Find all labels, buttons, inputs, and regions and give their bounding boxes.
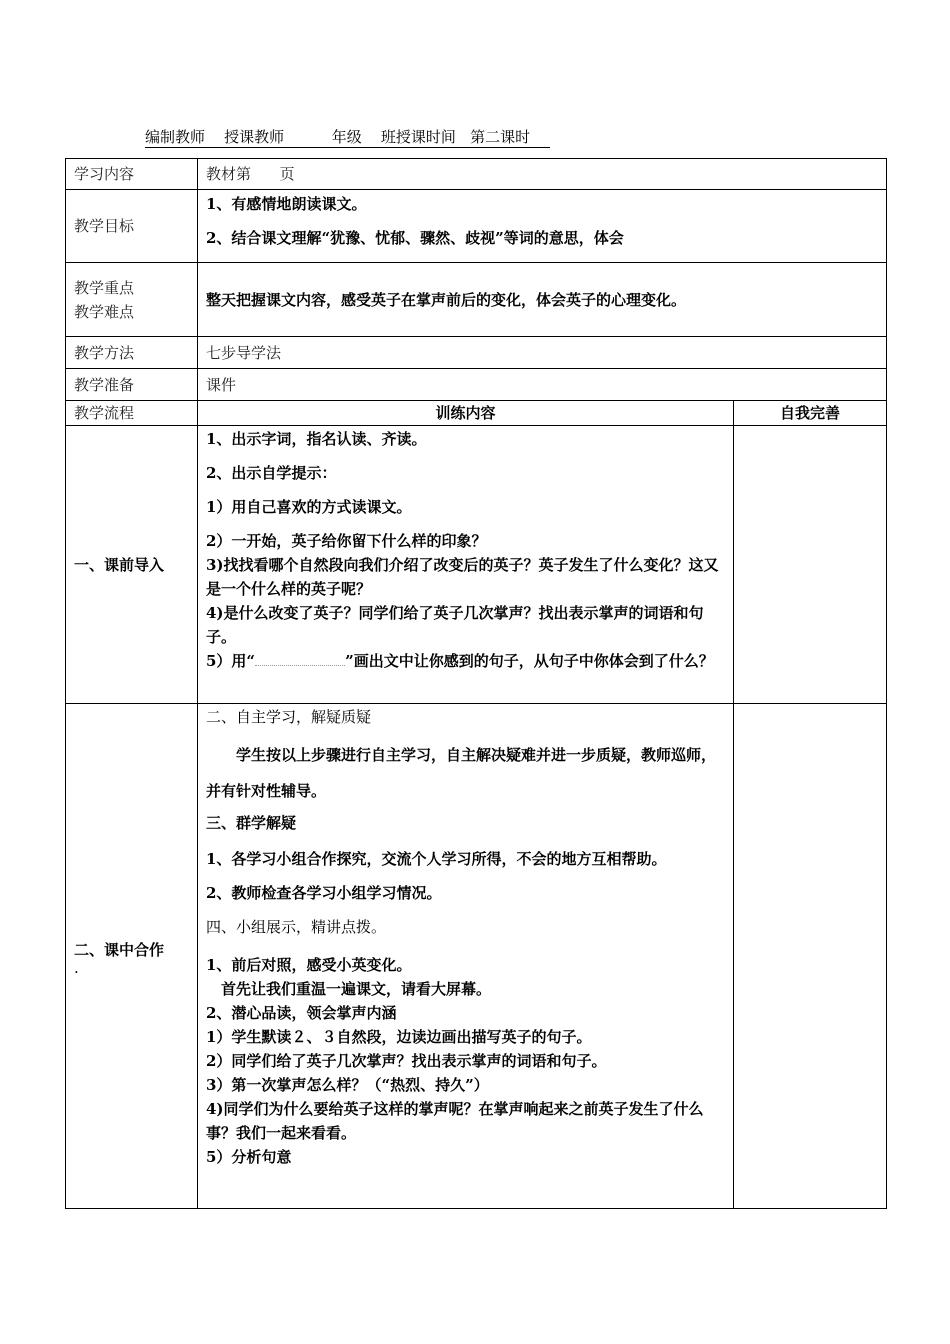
s2-line-7: 1、前后对照，感受小英变化。 — [206, 956, 412, 974]
label-key-1: 教学重点 — [74, 278, 135, 297]
section1-content — [198, 426, 734, 704]
goal-item-1: 1、有感情地朗读课文。 — [206, 195, 367, 213]
s1-line-5: 3)找找看哪个自然段向我们介绍了改变后的英子？英子发生了什么变化？这又是一个什么样的英子呢？ — [206, 556, 719, 598]
s1-line-7 — [206, 649, 725, 673]
section1-label: 一、课前导入 — [66, 426, 198, 704]
s2-line-5: 2、教师检查各学习小组学习情况。 — [206, 884, 442, 902]
goal-item-2: 2、结合课文理解“犹豫、忧郁、骤然、歧视”等词的意思，体会 — [206, 229, 624, 247]
row-prep — [66, 369, 887, 401]
col-training: 训练内容 — [198, 401, 734, 426]
row-key — [66, 263, 887, 337]
row-section2 — [66, 704, 887, 1209]
row-flow-header — [66, 401, 887, 426]
row-content — [66, 159, 887, 190]
s1-line-7b: ”画出文中让你感到的句子，从句子中你体会到了什么？ — [345, 652, 714, 670]
value-prep: 课件 — [198, 369, 887, 401]
section1-self — [734, 426, 887, 704]
s1-line-7a: 5）用“ — [206, 652, 256, 670]
s2-line-2: 学生按以上步骤进行自主学习，自主解决疑难并进一步质疑，教师巡师，并有针对性辅导。 — [206, 746, 717, 800]
s2-line-14: 5）分析句意 — [206, 1148, 292, 1166]
label-content: 学习内容 — [66, 159, 198, 190]
section2-self — [734, 704, 887, 1209]
value-method: 七步导学法 — [198, 337, 887, 369]
s2-line-12: 3）第一次掌声怎么样？（“热烈、持久”） — [206, 1076, 489, 1094]
s1-line-4: 2）一开始，英子给你留下什么样的印象？ — [206, 532, 487, 550]
s1-line-6: 4)是什么改变了英子？同学们给了英子几次掌声？找出表示掌声的词语和句子。 — [206, 604, 704, 646]
s1-line-3: 1）用自己喜欢的方式读课文。 — [206, 498, 412, 516]
lesson-plan-table — [65, 158, 887, 1209]
s2-line-11: 2）同学们给了英子几次掌声？找出表示掌声的词语和句子。 — [206, 1052, 607, 1070]
s2-line-10: 1）学生默读２、３自然段，边读边画出描写英子的句子。 — [206, 1028, 592, 1046]
label-goal: 教学目标 — [66, 190, 198, 263]
col-self: 自我完善 — [734, 401, 887, 426]
section2-label-text: 二、课中合作 — [74, 941, 165, 959]
s2-line-3: 三、群学解疑 — [206, 814, 297, 832]
s2-line-9: 2、潜心品读，领会掌声内涵 — [206, 1004, 397, 1022]
section2-label — [66, 704, 198, 1209]
wavy-underline — [255, 655, 345, 666]
row-goal — [66, 190, 887, 263]
s2-line-4: 1、各学习小组合作探究，交流个人学习所得，不会的地方互相帮助。 — [206, 850, 667, 868]
label-method: 教学方法 — [66, 337, 198, 369]
label-key-2: 教学难点 — [74, 302, 135, 321]
label-prep: 教学准备 — [66, 369, 198, 401]
s1-line-1: 1、出示字词，指名认读、齐读。 — [206, 430, 427, 448]
s2-line-13: 4)同学们为什么要给英子这样的掌声呢？在掌声响起来之前英子发生了什么事？我们一起来看看。 — [206, 1100, 704, 1142]
value-goal — [198, 190, 887, 263]
header-line: 编制教师 授课教师 年级 班授课时间 第二课时 — [145, 127, 550, 148]
row-section1 — [66, 426, 887, 704]
label-flow: 教学流程 — [66, 401, 198, 426]
s2-line-1: 二、自主学习，解疑质疑 — [206, 708, 372, 726]
section2-content — [198, 704, 734, 1209]
row-method — [66, 337, 887, 369]
section2-dot: . — [74, 959, 79, 977]
s2-line-6: 四、小组展示，精讲点拨。 — [206, 918, 387, 936]
s2-line-8: 首先让我们重温一遍课文，请看大屏幕。 — [221, 980, 492, 998]
label-key — [66, 263, 198, 337]
value-key: 整天把握课文内容，感受英子在掌声前后的变化，体会英子的心理变化。 — [198, 263, 887, 337]
value-content: 教材第 页 — [198, 159, 887, 190]
s1-line-2: 2、出示自学提示： — [206, 464, 337, 482]
